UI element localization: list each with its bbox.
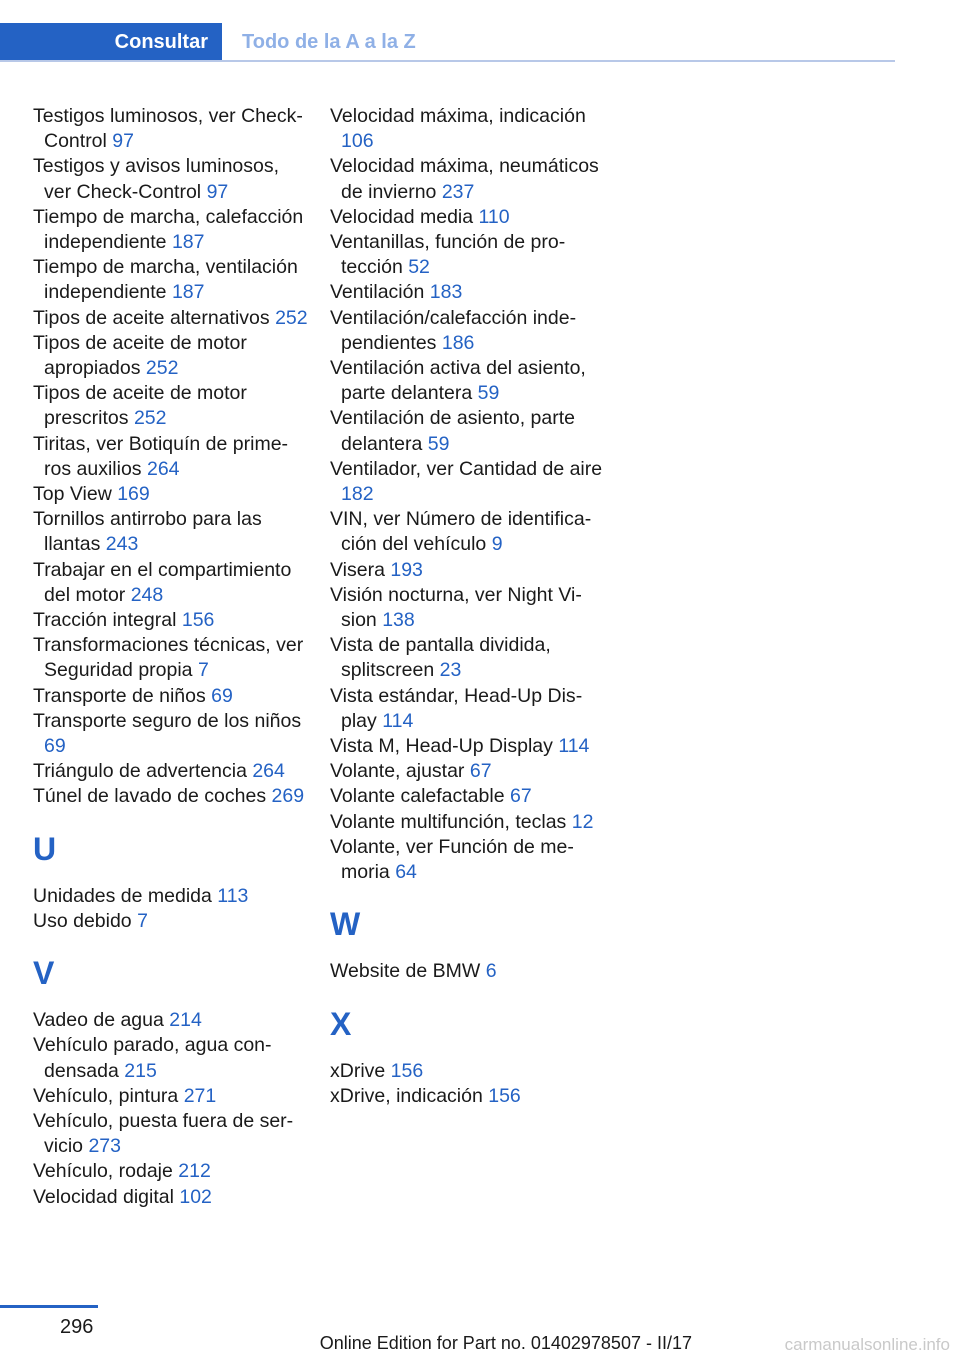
index-entry-text: Volante multifunción, teclas: [330, 810, 572, 833]
page-reference-link[interactable]: 106: [341, 130, 374, 153]
index-entry-text: Tipos de aceite alternativos: [33, 306, 276, 329]
index-entry-text: Velocidad máxima, indicación: [330, 105, 586, 127]
index-entry: [330, 1084, 610, 1109]
index-entry-text: Volante, ajustar: [330, 760, 470, 783]
index-entry: [330, 280, 610, 305]
index-entry: [330, 104, 610, 154]
index-entry-text: xDrive, indicación: [330, 1084, 489, 1107]
index-entry-text: Tiempo de marcha, ventilación independiente: [33, 256, 298, 304]
index-entry: [33, 381, 308, 431]
page-reference-link[interactable]: 169: [117, 483, 150, 506]
page-reference-link[interactable]: 69: [211, 684, 233, 707]
page-reference-link[interactable]: 9: [491, 533, 503, 556]
index-entry: [33, 205, 308, 255]
page-reference-link[interactable]: 252: [275, 306, 308, 329]
index-entry-text: Unidades de medida: [33, 884, 218, 907]
index-entry-text: Ventilación activa del asiento, parte delantera: [330, 357, 586, 405]
index-entry: [33, 1159, 308, 1184]
page-reference-link[interactable]: 187: [171, 281, 205, 304]
page-reference-link[interactable]: 193: [390, 558, 423, 581]
index-entry-text: Trabajar en el compartimiento del motor: [33, 558, 292, 606]
index-entry: [330, 583, 610, 633]
index-entry-text: Ventilador, ver Cantidad de aire: [330, 457, 603, 480]
index-entry-text: Vista de pantalla dividida, splitscreen: [330, 634, 551, 682]
page-reference-link[interactable]: 110: [478, 205, 510, 228]
index-entry-text: Tiempo de marcha, calefacción independiente: [33, 205, 304, 254]
index-entry: [33, 507, 308, 557]
index-entry-text: Testigos luminosos, ver Check-Control: [33, 105, 303, 153]
index-entry-text: Velocidad digital: [33, 1185, 180, 1208]
index-entry-text: Uso debido: [33, 909, 138, 932]
index-entry: [330, 810, 610, 835]
page-reference-link[interactable]: 12: [571, 810, 594, 833]
page-reference-link[interactable]: 114: [558, 735, 590, 758]
index-entry-text: xDrive: [330, 1059, 391, 1082]
index-entry: [330, 356, 610, 406]
index-entry: [330, 759, 610, 784]
index-entry: [330, 457, 610, 507]
index-entry: [33, 1084, 308, 1109]
index-entry: [33, 482, 308, 507]
index-entry: [330, 835, 610, 885]
index-entry-text: Vehículo, puesta fuera de servicio: [33, 1109, 294, 1158]
page-reference-link[interactable]: 97: [112, 130, 134, 153]
index-entry: [33, 709, 308, 759]
index-entry-text: Vista estándar, Head-Up Display: [330, 684, 583, 732]
index-entry-text: Ventanillas, función de protección: [330, 231, 566, 279]
page-reference-link[interactable]: 156: [390, 1059, 424, 1082]
index-entry: [33, 633, 308, 683]
index-entry: [330, 507, 610, 557]
index-entry: [33, 154, 308, 204]
page-reference-link[interactable]: 252: [145, 357, 179, 380]
page-reference-link[interactable]: 138: [382, 609, 415, 632]
page-reference-link[interactable]: 7: [137, 909, 148, 932]
index-entry-text: Transporte de niños: [33, 684, 212, 707]
index-entry-text: Vehículo, pintura: [33, 1084, 184, 1107]
index-entry: [330, 205, 610, 230]
index-entry: [330, 406, 610, 456]
page-reference-link[interactable]: 264: [146, 457, 180, 480]
page-reference-link[interactable]: 215: [124, 1059, 157, 1082]
page-reference-link[interactable]: 271: [183, 1084, 217, 1107]
index-entry-text: Tornillos antirrobo para las llantas: [33, 508, 262, 556]
index-entry-text: Volante, ver Función de memoria: [330, 835, 574, 884]
index-column-left: [33, 104, 308, 1210]
index-entry: [33, 784, 308, 809]
index-entry: [33, 558, 308, 608]
page-reference-link[interactable]: 212: [178, 1160, 211, 1183]
index-entry-text: Velocidad máxima, neumáticos de invierno: [330, 155, 599, 203]
index-entry: [33, 1033, 308, 1083]
page-reference-link[interactable]: 102: [179, 1185, 212, 1208]
index-entry-text: Ventilación/calefacción independientes: [330, 306, 577, 354]
page-reference-link[interactable]: 64: [395, 861, 417, 884]
index-entry: [33, 255, 308, 305]
index-entry: [33, 684, 308, 709]
index-entry-text: Tipos de aceite de motor apropiados: [33, 331, 247, 380]
index-entry-text: Testigos y avisos luminosos, ver Check-Control: [33, 155, 280, 203]
page-reference-link[interactable]: 59: [427, 432, 450, 455]
index-entry: [33, 608, 308, 633]
section-letter: V: [33, 955, 55, 992]
index-entry-text: Visión nocturna, ver Night Vision: [330, 583, 582, 632]
index-entry: [330, 784, 610, 809]
index-entry-text: Visera: [330, 558, 391, 581]
index-entry-text: Vehículo parado, agua condensada: [33, 1034, 272, 1082]
page-reference-link[interactable]: 182: [341, 483, 374, 506]
page-reference-link[interactable]: 7: [197, 659, 209, 682]
index-entry-text: Ventilación: [330, 281, 430, 304]
page-reference-link[interactable]: 214: [169, 1009, 202, 1032]
header-divider: [0, 60, 895, 62]
page-reference-link[interactable]: 264: [252, 760, 285, 783]
edition-text: Online Edition for Part no. 01402978507 - II/17: [319, 1333, 692, 1353]
index-entry-text: Tracción integral: [33, 609, 182, 632]
index-entry-text: Velocidad media: [330, 205, 479, 228]
index-entry: [330, 306, 610, 356]
index-entry: [33, 331, 308, 381]
page-reference-link[interactable]: 187: [171, 231, 205, 254]
page-reference-link[interactable]: 97: [206, 180, 229, 203]
index-entry-text: Tiritas, ver Botiquín de primeros auxilios: [33, 432, 289, 480]
index-entry: [330, 154, 610, 204]
index-entry: [330, 1059, 610, 1084]
index-entry-text: Vehículo, rodaje: [33, 1160, 179, 1183]
index-entry: [33, 1185, 308, 1210]
page-reference-link[interactable]: 59: [477, 382, 500, 405]
index-entry-text: Website de BMW: [330, 960, 486, 983]
page-reference-link[interactable]: 156: [488, 1084, 521, 1107]
index-entry-text: Ventilación de asiento, parte delantera: [330, 407, 576, 455]
section-letter: U: [33, 830, 57, 867]
index-entry: [33, 909, 308, 934]
page-reference-link[interactable]: 67: [469, 760, 492, 783]
page-number: 296: [60, 1316, 94, 1338]
index-entry: [33, 432, 308, 482]
index-entry: [33, 884, 308, 909]
page-reference-link[interactable]: 237: [441, 180, 475, 203]
index-entry-text: Top View: [33, 483, 118, 506]
index-entry-text: VIN, ver Número de identificación del vehículo: [330, 508, 592, 556]
index-entry-text: Triángulo de advertencia: [33, 760, 253, 783]
section-letter: W: [330, 906, 361, 943]
page-reference-link[interactable]: 183: [429, 281, 463, 304]
index-entry-text: Volante calefactable: [330, 785, 510, 808]
page-reference-link[interactable]: 186: [441, 331, 475, 354]
tab-todo-a-z[interactable]: Todo de la A a la Z: [242, 31, 416, 53]
index-entry: [33, 306, 308, 331]
watermark: carmanualsonline.info: [784, 1335, 950, 1354]
page-reference-link[interactable]: 6: [485, 960, 497, 983]
page-reference-link[interactable]: 156: [181, 609, 215, 632]
index-entry-text: Transporte seguro de los niños: [33, 709, 302, 732]
page-reference-link[interactable]: 248: [130, 583, 164, 606]
index-entry: [330, 734, 610, 759]
page-reference-link[interactable]: 52: [408, 256, 430, 279]
tab-consultar[interactable]: Consultar: [0, 23, 222, 62]
index-entry: [330, 633, 610, 683]
index-entry: [330, 959, 610, 984]
index-entry-text: Transformaciones técnicas, ver Seguridad propia: [33, 634, 304, 682]
page-reference-link[interactable]: 23: [439, 659, 462, 682]
index-entry-text: Túnel de lavado de coches: [33, 785, 272, 808]
page-reference-link[interactable]: 252: [133, 407, 167, 430]
index-entry-text: Vadeo de agua: [33, 1009, 170, 1032]
page-reference-link[interactable]: 113: [217, 884, 249, 907]
index-entry-text: Vista M, Head-Up Display: [330, 735, 559, 758]
index-entry: [33, 1008, 308, 1033]
index-entry: [33, 759, 308, 784]
section-letter: X: [330, 1005, 352, 1042]
index-entry: [330, 558, 610, 583]
page-reference-link[interactable]: 243: [105, 533, 139, 556]
page-reference-link[interactable]: 269: [271, 785, 305, 808]
page-reference-link[interactable]: 67: [509, 785, 532, 808]
page-reference-link[interactable]: 273: [88, 1135, 121, 1158]
footer-accent-bar: [0, 1305, 98, 1308]
index-entry: [33, 104, 308, 154]
page-reference-link[interactable]: 69: [44, 735, 66, 758]
index-column-right: [330, 104, 610, 1109]
index-entry: [33, 1109, 308, 1159]
index-entry: [330, 684, 610, 734]
index-entry: [330, 230, 610, 280]
index-entry-text: Tipos de aceite de motor prescritos: [33, 382, 247, 430]
page-reference-link[interactable]: 114: [382, 709, 414, 732]
